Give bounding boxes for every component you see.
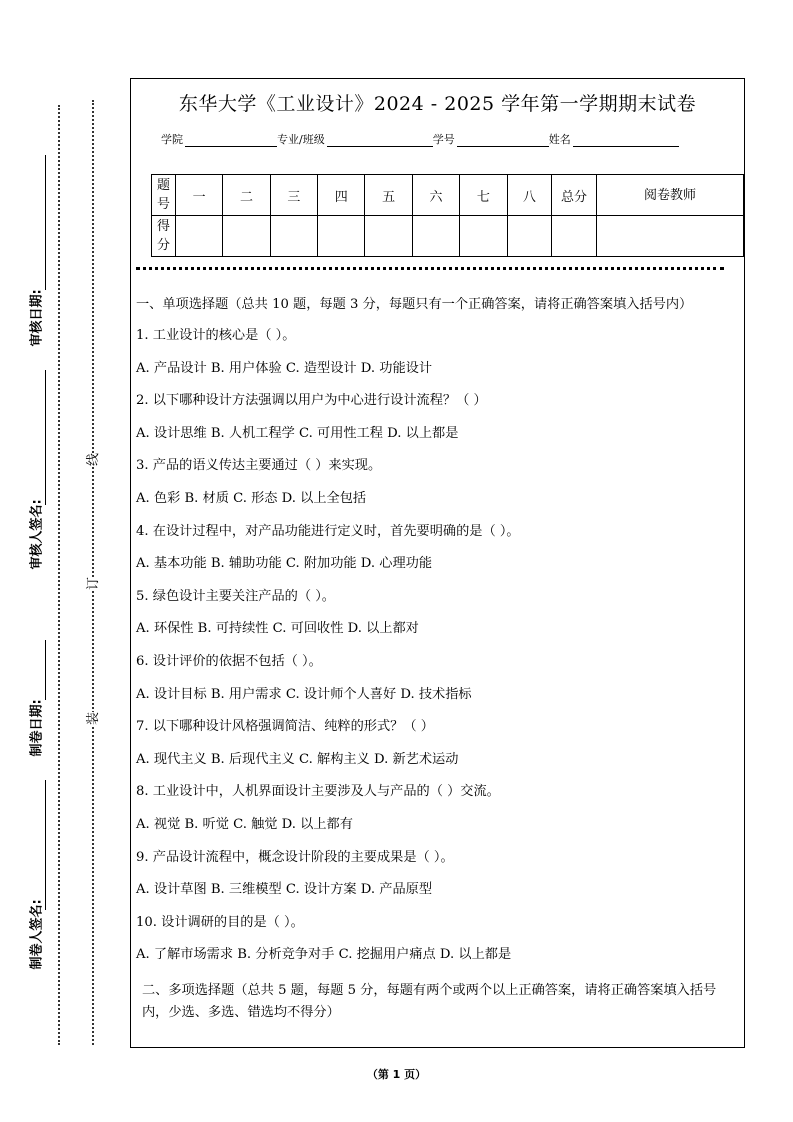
col-5: 五 (365, 175, 412, 216)
score-cell-2[interactable] (223, 216, 270, 257)
binding-char-bind: 装 (80, 712, 103, 725)
college-label: 学院 (161, 133, 183, 146)
question-9: 9. 产品设计流程中，概念设计阶段的主要成果是（ ）。 (136, 849, 454, 865)
question-8: 8. 工业设计中，人机界面设计主要涉及人与产品的（ ）交流。 (136, 784, 500, 800)
question-8-options: A. 视觉 B. 听觉 C. 触觉 D. 以上都有 (136, 816, 353, 832)
binding-dotted-line-outer (58, 105, 60, 1045)
col-4: 四 (318, 175, 365, 216)
score-cell-total[interactable] (552, 216, 597, 257)
score-cell-8[interactable] (507, 216, 552, 257)
score-table (151, 174, 744, 257)
binding-char-line: 线 (80, 453, 103, 466)
binding-dotted-line-inner (92, 100, 94, 1045)
binding-char-fix: 订 (80, 577, 103, 590)
score-cell-6[interactable] (412, 216, 459, 257)
question-9-options: A. 设计草图 B. 三维模型 C. 设计方案 D. 产品原型 (136, 882, 433, 898)
col-grader: 阅卷教师 (596, 175, 743, 216)
major-class-field[interactable] (327, 134, 433, 147)
exam-frame (130, 78, 745, 1048)
question-7-options: A. 现代主义 B. 后现代主义 C. 解构主义 D. 新艺术运动 (136, 751, 459, 767)
question-2-options: A. 设计思维 B. 人机工程学 C. 可用性工程 D. 以上都是 (136, 425, 459, 441)
score-cell-5[interactable] (365, 216, 412, 257)
question-5: 5. 绿色设计主要关注产品的（ ）。 (136, 588, 335, 604)
score-table-score-row (152, 216, 744, 257)
col-8: 八 (507, 175, 552, 216)
page-number: （第 1 页） (366, 1068, 427, 1081)
question-6: 6. 设计评价的依据不包括（ ）。 (136, 653, 322, 669)
question-1-options: A. 产品设计 B. 用户体验 C. 造型设计 D. 功能设计 (136, 360, 433, 376)
review-date-label: 审核日期: (29, 289, 45, 347)
header-divider (136, 267, 724, 270)
question-7: 7. 以下哪种设计风格强调简洁、纯粹的形式？（ ） (136, 719, 434, 735)
section2-heading: 二、多项选择题（总共 5 题，每题 5 分，每题有两个或两个以上正确答案，请将正确答案填入括号内，少选、多选、错选均不得分） (142, 982, 717, 1020)
score-cell-4[interactable] (318, 216, 365, 257)
exam-content (136, 294, 741, 1024)
question-4: 4. 在设计过程中，对产品功能进行定义时，首先要明确的是（ ）。 (136, 523, 520, 539)
score-cell-grader[interactable] (596, 216, 743, 257)
student-id-label: 学号 (432, 133, 455, 146)
compiler-signature-line (45, 780, 46, 910)
name-label: 姓名 (548, 133, 571, 146)
question-5-options: A. 环保性 B. 可持续性 C. 可回收性 D. 以上都对 (136, 621, 419, 637)
review-date-line (45, 155, 46, 290)
question-1: 1. 工业设计的核心是（ ）。 (136, 328, 296, 343)
score-cell-3[interactable] (270, 216, 317, 257)
question-3-options: A. 色彩 B. 材质 C. 形态 D. 以上全包括 (136, 490, 367, 506)
exam-title: 东华大学《工业设计》2024 - 2025 学年第一学期期末试卷 (178, 93, 697, 115)
section1-heading: 一、单项选择题（总共 10 题，每题 3 分，每题只有一个正确答案，请将正确答案填入括号内） (136, 297, 693, 312)
compile-date-line (45, 640, 46, 700)
question-10-options: A. 了解市场需求 B. 分析竞争对手 C. 挖掘用户痛点 D. 以上都是 (136, 947, 512, 963)
name-field[interactable] (573, 134, 679, 147)
student-id-field[interactable] (457, 134, 549, 147)
question-10: 10. 设计调研的目的是（ ）。 (136, 914, 304, 930)
col-3: 三 (270, 175, 317, 216)
score-table-header-row (152, 175, 744, 216)
score-cell-1[interactable] (175, 216, 222, 257)
col-6: 六 (412, 175, 459, 216)
question-6-options: A. 设计目标 B. 用户需求 C. 设计师个人喜好 D. 技术指标 (136, 686, 472, 702)
col-7: 七 (460, 175, 507, 216)
compile-date-label: 制卷日期: (29, 699, 45, 757)
major-class-label: 专业/班级 (277, 133, 325, 146)
score-cell-7[interactable] (460, 216, 507, 257)
score-header: 得分 (152, 216, 176, 257)
question-4-options: A. 基本功能 B. 辅助功能 C. 附加功能 D. 心理功能 (136, 556, 433, 572)
question-number-header: 题号 (152, 175, 176, 216)
student-info-row (161, 131, 679, 147)
compiler-signature-label: 制卷人签名: (29, 899, 45, 970)
question-2: 2. 以下哪种设计方法强调以用户为中心进行设计流程？（ ） (136, 393, 487, 409)
col-1: 一 (175, 175, 222, 216)
question-3: 3. 产品的语义传达主要通过（ ）来实现。 (136, 458, 382, 474)
reviewer-signature-label: 审核人签名: (29, 499, 45, 570)
col-total: 总分 (552, 175, 597, 216)
college-field[interactable] (185, 134, 277, 147)
reviewer-signature-line (45, 370, 46, 505)
col-2: 二 (223, 175, 270, 216)
